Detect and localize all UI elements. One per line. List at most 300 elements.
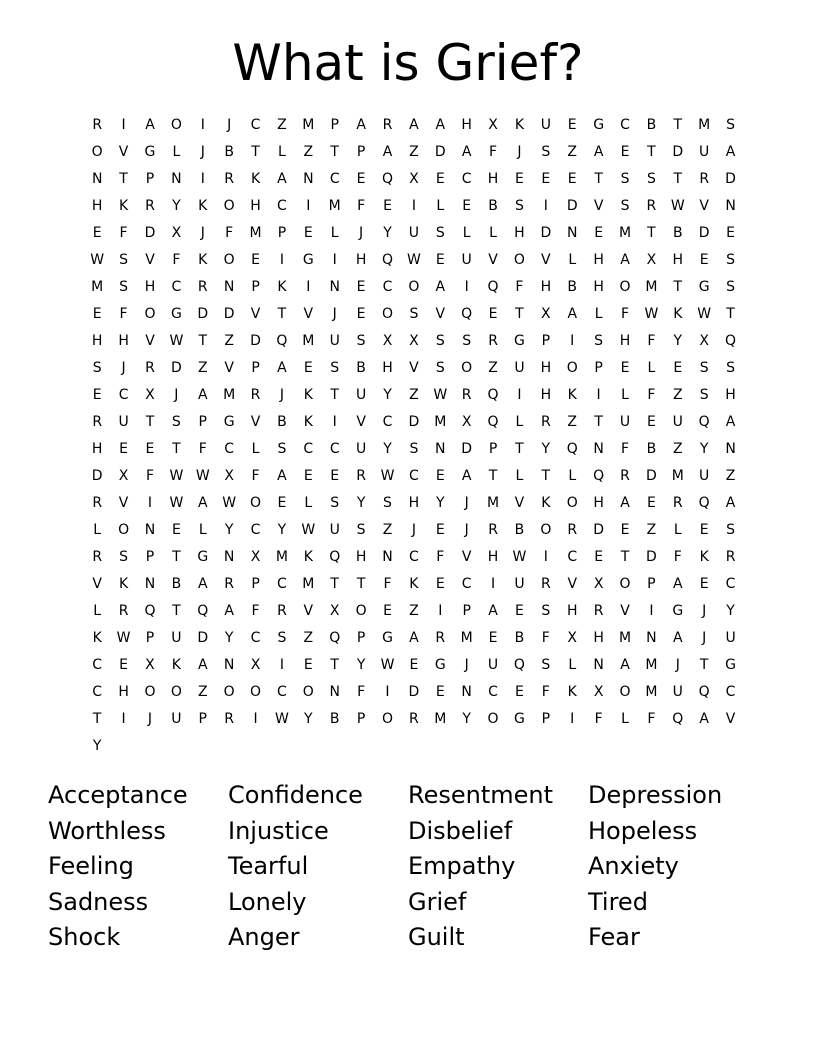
grid-letter: U (329, 333, 340, 349)
grid-letter: S (726, 117, 736, 133)
grid-letter: U (355, 387, 367, 403)
grid-letter: B (672, 225, 683, 241)
grid-letter: K (303, 549, 313, 565)
grid-letter: L (515, 414, 524, 430)
grid-letter: L (172, 144, 181, 160)
grid-letter: O (170, 117, 182, 133)
grid-letter: P (198, 711, 207, 727)
grid-letter: S (409, 306, 419, 322)
grid-letter: I (121, 711, 126, 727)
grid-letter: P (356, 630, 366, 646)
grid-letter: O (461, 360, 473, 376)
grid-letter: O (566, 360, 578, 376)
grid-letter: R (224, 711, 235, 727)
grid-letter: S (435, 360, 445, 376)
grid-letter: M (302, 333, 315, 349)
grid-letter: C (277, 198, 287, 214)
grid-letter: R (224, 171, 235, 187)
grid-letter: O (619, 684, 631, 700)
grid-letter: I (332, 252, 337, 268)
grid-letter: K (409, 576, 419, 592)
grid-letter: P (356, 711, 366, 727)
grid-letter: V (514, 495, 525, 511)
grid-letter: Y (462, 711, 471, 727)
grid-letter: A (409, 630, 419, 646)
grid-letter: C (461, 576, 472, 592)
grid-letter: A (382, 144, 393, 160)
grid-letter: T (673, 171, 683, 187)
grid-letter: R (92, 495, 103, 511)
word-list-item: Fear (588, 923, 640, 952)
grid-letter: X (409, 333, 419, 349)
grid-letter: S (171, 414, 181, 430)
grid-letter: N (566, 225, 578, 241)
grid-letter: E (92, 306, 102, 322)
grid-letter: E (620, 522, 630, 538)
word-list-item: Grief (408, 887, 467, 916)
grid-letter: V (409, 360, 419, 376)
grid-letter: T (594, 414, 603, 430)
grid-letter: R (646, 198, 657, 214)
grid-letter: H (540, 360, 552, 376)
grid-letter: K (699, 549, 709, 565)
grid-letter: R (699, 171, 710, 187)
grid-letter: V (461, 549, 472, 565)
grid-letter: H (118, 684, 129, 700)
grid-letter: O (118, 522, 130, 538)
grid-letter: C (250, 630, 261, 646)
grid-letter: N (461, 684, 472, 700)
grid-letter: O (513, 252, 525, 268)
grid-letter: I (253, 711, 258, 727)
grid-letter: W (670, 198, 685, 214)
grid-letter: M (328, 198, 341, 214)
grid-letter: J (200, 144, 205, 160)
grid-letter: F (620, 306, 630, 322)
grid-letter: E (303, 657, 313, 673)
grid-letter: T (172, 441, 181, 457)
grid-letter: V (224, 360, 234, 376)
grid-letter: F (647, 387, 656, 403)
grid-letter: L (568, 468, 577, 484)
grid-letter: T (172, 549, 181, 565)
grid-letter: Y (277, 522, 287, 538)
grid-letter: E (620, 144, 630, 160)
grid-letter: A (409, 117, 419, 133)
grid-letter: O (381, 711, 393, 727)
grid-letter: I (517, 387, 522, 403)
grid-letter: M (618, 630, 632, 646)
grid-letter: K (567, 684, 577, 700)
grid-letter: U (171, 711, 182, 727)
grid-letter: J (517, 144, 522, 160)
grid-letter: M (645, 684, 658, 700)
grid-letter: E (145, 441, 155, 457)
word-list-item: Disbelief (408, 816, 513, 845)
grid-letter: L (673, 522, 682, 538)
grid-letter: W (301, 522, 316, 538)
grid-letter: Q (487, 279, 499, 295)
grid-letter: E (567, 171, 577, 187)
grid-letter: P (198, 414, 207, 430)
grid-letter: Y (673, 333, 683, 349)
grid-letter: P (330, 117, 339, 133)
grid-letter: S (541, 603, 551, 619)
grid-letter: G (698, 279, 710, 295)
grid-letter: E (171, 522, 181, 538)
grid-letter: E (515, 171, 524, 187)
grid-letter: F (489, 144, 498, 160)
grid-letter: A (567, 306, 578, 322)
grid-letter: S (277, 630, 287, 646)
grid-letter: R (250, 387, 261, 403)
grid-letter: H (408, 495, 420, 511)
grid-letter: G (514, 333, 525, 349)
grid-letter: E (567, 117, 577, 133)
grid-letter: X (224, 468, 234, 484)
grid-letter: O (250, 684, 262, 700)
grid-letter: C (329, 441, 340, 457)
grid-letter: C (461, 171, 472, 187)
grid-letter: E (119, 657, 129, 673)
grid-letter: H (91, 333, 103, 349)
grid-letter: Q (329, 549, 341, 565)
grid-letter: T (594, 171, 603, 187)
grid-letter: V (620, 603, 630, 619)
grid-letter: J (464, 657, 469, 673)
grid-letter: T (172, 603, 181, 619)
grid-letter: V (118, 495, 129, 511)
grid-letter: L (462, 225, 471, 241)
grid-letter: C (250, 522, 261, 538)
grid-letter: T (673, 279, 683, 295)
grid-letter: E (383, 198, 392, 214)
grid-letter: F (119, 306, 128, 322)
grid-letter: L (568, 657, 577, 673)
grid-letter: R (409, 711, 419, 727)
grid-letter: O (223, 252, 235, 268)
grid-letter: C (620, 117, 630, 133)
grid-letter: U (540, 117, 551, 133)
grid-letter: H (91, 198, 103, 214)
grid-letter: V (118, 144, 129, 160)
word-list-item: Confidence (228, 781, 363, 809)
grid-letter: N (725, 441, 736, 457)
grid-letter: G (170, 306, 182, 322)
grid-letter: I (306, 198, 311, 214)
grid-letter: B (171, 576, 182, 592)
grid-letter: R (435, 630, 446, 646)
grid-letter: S (277, 441, 287, 457)
grid-letter: E (409, 657, 419, 673)
grid-letter: A (488, 603, 498, 619)
grid-letter: R (118, 603, 129, 619)
word-list-item: Injustice (228, 816, 329, 845)
grid-letter: N (593, 657, 604, 673)
grid-letter: E (356, 306, 366, 322)
grid-letter: R (356, 468, 366, 484)
grid-letter: M (698, 117, 711, 133)
grid-letter: K (118, 198, 129, 214)
grid-letter: Z (382, 522, 393, 538)
grid-letter: Z (646, 522, 657, 538)
grid-letter: Y (356, 495, 366, 511)
grid-letter: F (620, 441, 630, 457)
grid-letter: X (250, 549, 261, 565)
grid-letter: K (198, 252, 208, 268)
grid-letter: E (251, 252, 260, 268)
word-list-item: Resentment (408, 781, 554, 809)
grid-letter: S (119, 549, 129, 565)
grid-letter: T (251, 144, 260, 160)
grid-letter: D (250, 333, 261, 349)
grid-letter: M (645, 279, 658, 295)
grid-letter: O (487, 711, 499, 727)
grid-letter: D (672, 144, 684, 160)
grid-letter: H (566, 603, 578, 619)
grid-letter: Y (435, 495, 445, 511)
grid-letter: Z (725, 468, 736, 484)
grid-letter: E (356, 171, 366, 187)
grid-letter: L (515, 468, 524, 484)
grid-letter: E (92, 225, 102, 241)
grid-letter: E (515, 684, 524, 700)
grid-letter: H (619, 333, 631, 349)
grid-letter: U (672, 684, 683, 700)
grid-letter: J (702, 630, 707, 646)
grid-letter: A (593, 144, 604, 160)
grid-letter: I (121, 117, 126, 133)
grid-letter: D (197, 630, 209, 646)
grid-letter: A (435, 117, 446, 133)
grid-letter: E (488, 306, 498, 322)
grid-letter: R (145, 360, 155, 376)
grid-letter: S (383, 495, 392, 511)
grid-letter: L (198, 522, 207, 538)
grid-letter: A (197, 657, 208, 673)
grid-letter: F (357, 198, 366, 214)
grid-letter: Q (197, 603, 209, 619)
grid-letter: R (92, 549, 103, 565)
grid-letter: J (121, 360, 126, 376)
grid-letter: Y (224, 522, 234, 538)
grid-letter: V (145, 333, 155, 349)
grid-letter: G (514, 711, 525, 727)
grid-letter: F (383, 576, 392, 592)
grid-letter: Y (726, 603, 735, 619)
grid-letter: T (541, 468, 551, 484)
grid-letter: W (644, 306, 659, 322)
grid-letter: S (541, 144, 551, 160)
grid-letter: U (118, 414, 129, 430)
grid-letter: L (93, 603, 102, 619)
grid-letter: Z (197, 684, 208, 700)
grid-letter: Z (197, 360, 208, 376)
grid-letter: G (382, 630, 393, 646)
grid-letter: P (251, 360, 260, 376)
grid-letter: P (594, 360, 603, 376)
grid-letter: P (251, 279, 260, 295)
grid-letter: A (461, 468, 472, 484)
grid-letter: D (646, 468, 657, 484)
grid-letter: V (250, 414, 261, 430)
grid-letter: F (436, 549, 445, 565)
grid-letter: R (540, 576, 551, 592)
grid-letter: A (197, 576, 208, 592)
grid-letter: Q (329, 630, 341, 646)
grid-letter: X (646, 252, 657, 268)
grid-letter: L (304, 495, 313, 511)
grid-letter: R (277, 603, 287, 619)
grid-letter: E (303, 360, 313, 376)
grid-letter: M (671, 468, 684, 484)
grid-letter: W (222, 495, 237, 511)
grid-letter: F (251, 603, 260, 619)
grid-letter: C (408, 468, 419, 484)
grid-letter: C (408, 549, 419, 565)
grid-letter: P (145, 171, 155, 187)
grid-letter: H (118, 333, 129, 349)
grid-letter: P (251, 576, 260, 592)
grid-letter: L (278, 144, 286, 160)
grid-letter: X (488, 117, 498, 133)
grid-letter: X (329, 603, 340, 619)
grid-letter: R (197, 279, 208, 295)
grid-letter: X (541, 306, 551, 322)
grid-letter: L (330, 225, 339, 241)
grid-letter: J (675, 657, 680, 673)
grid-letter: Y (356, 657, 366, 673)
grid-letter: E (488, 630, 498, 646)
grid-letter: H (540, 279, 552, 295)
grid-letter: S (726, 279, 736, 295)
grid-letter: K (567, 387, 577, 403)
grid-letter: Y (224, 630, 234, 646)
grid-letter: L (251, 441, 260, 457)
grid-letter: D (197, 306, 209, 322)
grid-letter: S (726, 360, 736, 376)
grid-letter: E (699, 252, 709, 268)
grid-letter: E (620, 360, 630, 376)
grid-letter: J (227, 117, 232, 133)
grid-letter: W (433, 387, 448, 403)
grid-letter: M (249, 225, 262, 241)
grid-letter: T (620, 549, 630, 565)
grid-letter: F (251, 468, 260, 484)
grid-letter: O (223, 684, 235, 700)
grid-letter: A (277, 360, 287, 376)
grid-letter: J (200, 225, 205, 241)
grid-letter: R (92, 117, 103, 133)
grid-letter: R (725, 549, 736, 565)
grid-letter: N (144, 576, 156, 592)
grid-letter: R (461, 387, 472, 403)
grid-letter: H (514, 225, 525, 241)
grid-letter: I (385, 684, 390, 700)
grid-letter: Q (698, 495, 710, 511)
grid-letter: X (567, 630, 578, 646)
grid-letter: T (330, 387, 339, 403)
grid-letter: K (303, 414, 313, 430)
grid-letter: P (647, 576, 656, 592)
grid-letter: M (645, 657, 658, 673)
grid-letter: E (435, 468, 445, 484)
grid-letter: T (488, 468, 498, 484)
grid-letter: M (618, 225, 632, 241)
grid-letter: V (303, 306, 314, 322)
grid-letter: A (673, 630, 683, 646)
grid-letter: Q (725, 333, 737, 349)
grid-letter: N (303, 171, 314, 187)
grid-letter: C (224, 441, 235, 457)
grid-letter: W (169, 333, 184, 349)
grid-letter: C (382, 414, 393, 430)
grid-letter: S (620, 198, 630, 214)
grid-letter: Z (277, 117, 287, 133)
grid-letter: A (699, 711, 709, 727)
grid-letter: P (145, 630, 155, 646)
word-list-item: Empathy (408, 852, 516, 881)
grid-letter: Z (224, 333, 234, 349)
grid-letter: Y (383, 387, 392, 403)
grid-letter: A (145, 117, 155, 133)
grid-letter: M (434, 414, 447, 430)
grid-letter: B (567, 279, 578, 295)
grid-letter: H (144, 279, 156, 295)
grid-letter: D (408, 684, 420, 700)
grid-letter: G (223, 414, 235, 430)
grid-letter: N (646, 630, 657, 646)
grid-letter: S (726, 522, 736, 538)
grid-letter: S (726, 252, 736, 268)
grid-letter: C (118, 387, 129, 403)
grid-letter: A (725, 495, 736, 511)
grid-letter: K (198, 198, 208, 214)
grid-letter: B (514, 522, 525, 538)
word-list-item: Anxiety (588, 852, 679, 881)
grid-letter: P (462, 603, 471, 619)
grid-letter: I (411, 198, 416, 214)
word-list (48, 778, 768, 956)
grid-letter: P (356, 144, 366, 160)
grid-letter: O (381, 306, 393, 322)
grid-letter: Z (672, 441, 683, 457)
word-list-item: Tired (588, 887, 648, 916)
grid-letter: B (514, 630, 525, 646)
grid-letter: R (145, 198, 155, 214)
grid-letter: Q (487, 387, 499, 403)
grid-letter: C (725, 576, 736, 592)
grid-letter: K (673, 306, 683, 322)
grid-letter: H (355, 549, 367, 565)
grid-letter: J (702, 603, 707, 619)
grid-letter: T (726, 306, 735, 322)
grid-letter: X (593, 684, 604, 700)
grid-letter: U (699, 144, 710, 160)
grid-letter: W (406, 252, 421, 268)
grid-letter: J (147, 711, 153, 727)
grid-letter: R (224, 576, 235, 592)
grid-letter: S (409, 441, 419, 457)
grid-letter: V (699, 198, 709, 214)
grid-letter: Y (304, 711, 313, 727)
word-list-item: Guilt (408, 923, 465, 952)
grid-letter: C (382, 279, 393, 295)
grid-letter: G (197, 549, 209, 565)
grid-letter: P (488, 441, 498, 457)
grid-letter: D (461, 441, 473, 457)
grid-letter: M (91, 279, 104, 295)
